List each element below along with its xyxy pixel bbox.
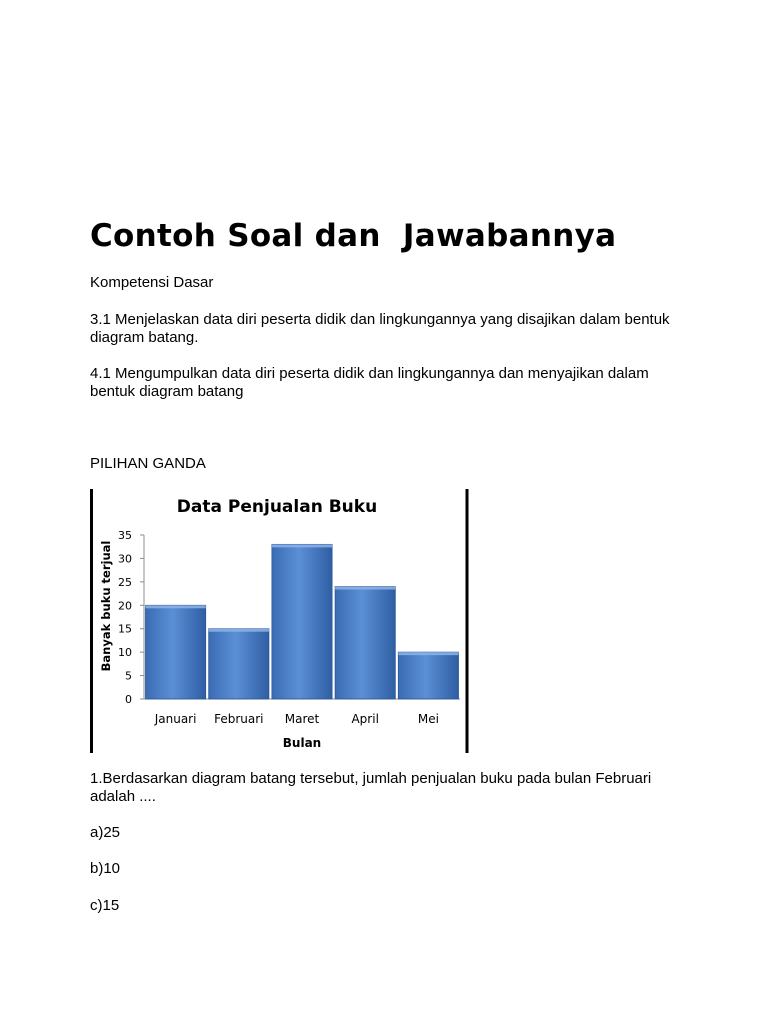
- option-b[interactable]: b)10: [90, 860, 121, 877]
- bar-chart: [90, 489, 470, 753]
- y-tick-label: 15: [118, 622, 132, 636]
- section-heading: PILIHAN GANDA: [90, 455, 206, 472]
- bar-chart-figure: [90, 489, 470, 753]
- y-tick-label: 35: [118, 529, 132, 542]
- x-tick-label: Februari: [214, 712, 264, 726]
- option-c[interactable]: c)15: [90, 897, 120, 914]
- page-title: Contoh Soal dan Jawabannya: [90, 218, 617, 254]
- x-axis-label: Bulan: [282, 736, 322, 750]
- bar-april: [335, 587, 395, 699]
- y-tick-label: 0: [125, 693, 132, 706]
- bar-mei: [398, 652, 458, 699]
- x-tick-label: Januari: [154, 712, 197, 726]
- option-a[interactable]: a)25: [90, 824, 121, 841]
- y-tick-label: 5: [125, 669, 132, 683]
- bar-highlight: [209, 629, 269, 632]
- bar-highlight: [335, 587, 395, 590]
- y-tick-label: 30: [118, 552, 132, 566]
- x-tick-label: Mei: [417, 712, 439, 726]
- y-axis-label: Banyak buku terjual: [99, 540, 113, 672]
- bar-februari: [209, 629, 269, 699]
- competency-heading: Kompetensi Dasar: [90, 274, 214, 291]
- bar-highlight: [146, 605, 206, 608]
- y-tick-label: 10: [118, 646, 132, 660]
- x-tick-label: Maret: [284, 712, 320, 726]
- chart-title: Data Penjualan Buku: [176, 497, 378, 517]
- x-tick-label: April: [351, 712, 379, 726]
- question-1: 1.Berdasarkan diagram batang tersebut, jumlah penjualan buku pada bulan Februari adalah ....: [90, 770, 652, 805]
- competency-3-1: 3.1 Menjelaskan data diri peserta didik dan lingkungannya yang disajikan dalam bentuk diagram batang.: [90, 311, 670, 346]
- bar-highlight: [272, 544, 332, 547]
- bar-januari: [146, 605, 206, 699]
- bar-maret: [272, 544, 332, 699]
- y-tick-label: 25: [118, 575, 132, 589]
- competency-4-1: 4.1 Mengumpulkan data diri peserta didik dan lingkungannya dan menyajikan dalam bentuk diagram batang: [90, 365, 649, 400]
- y-tick-label: 20: [118, 599, 132, 613]
- bar-highlight: [398, 652, 458, 655]
